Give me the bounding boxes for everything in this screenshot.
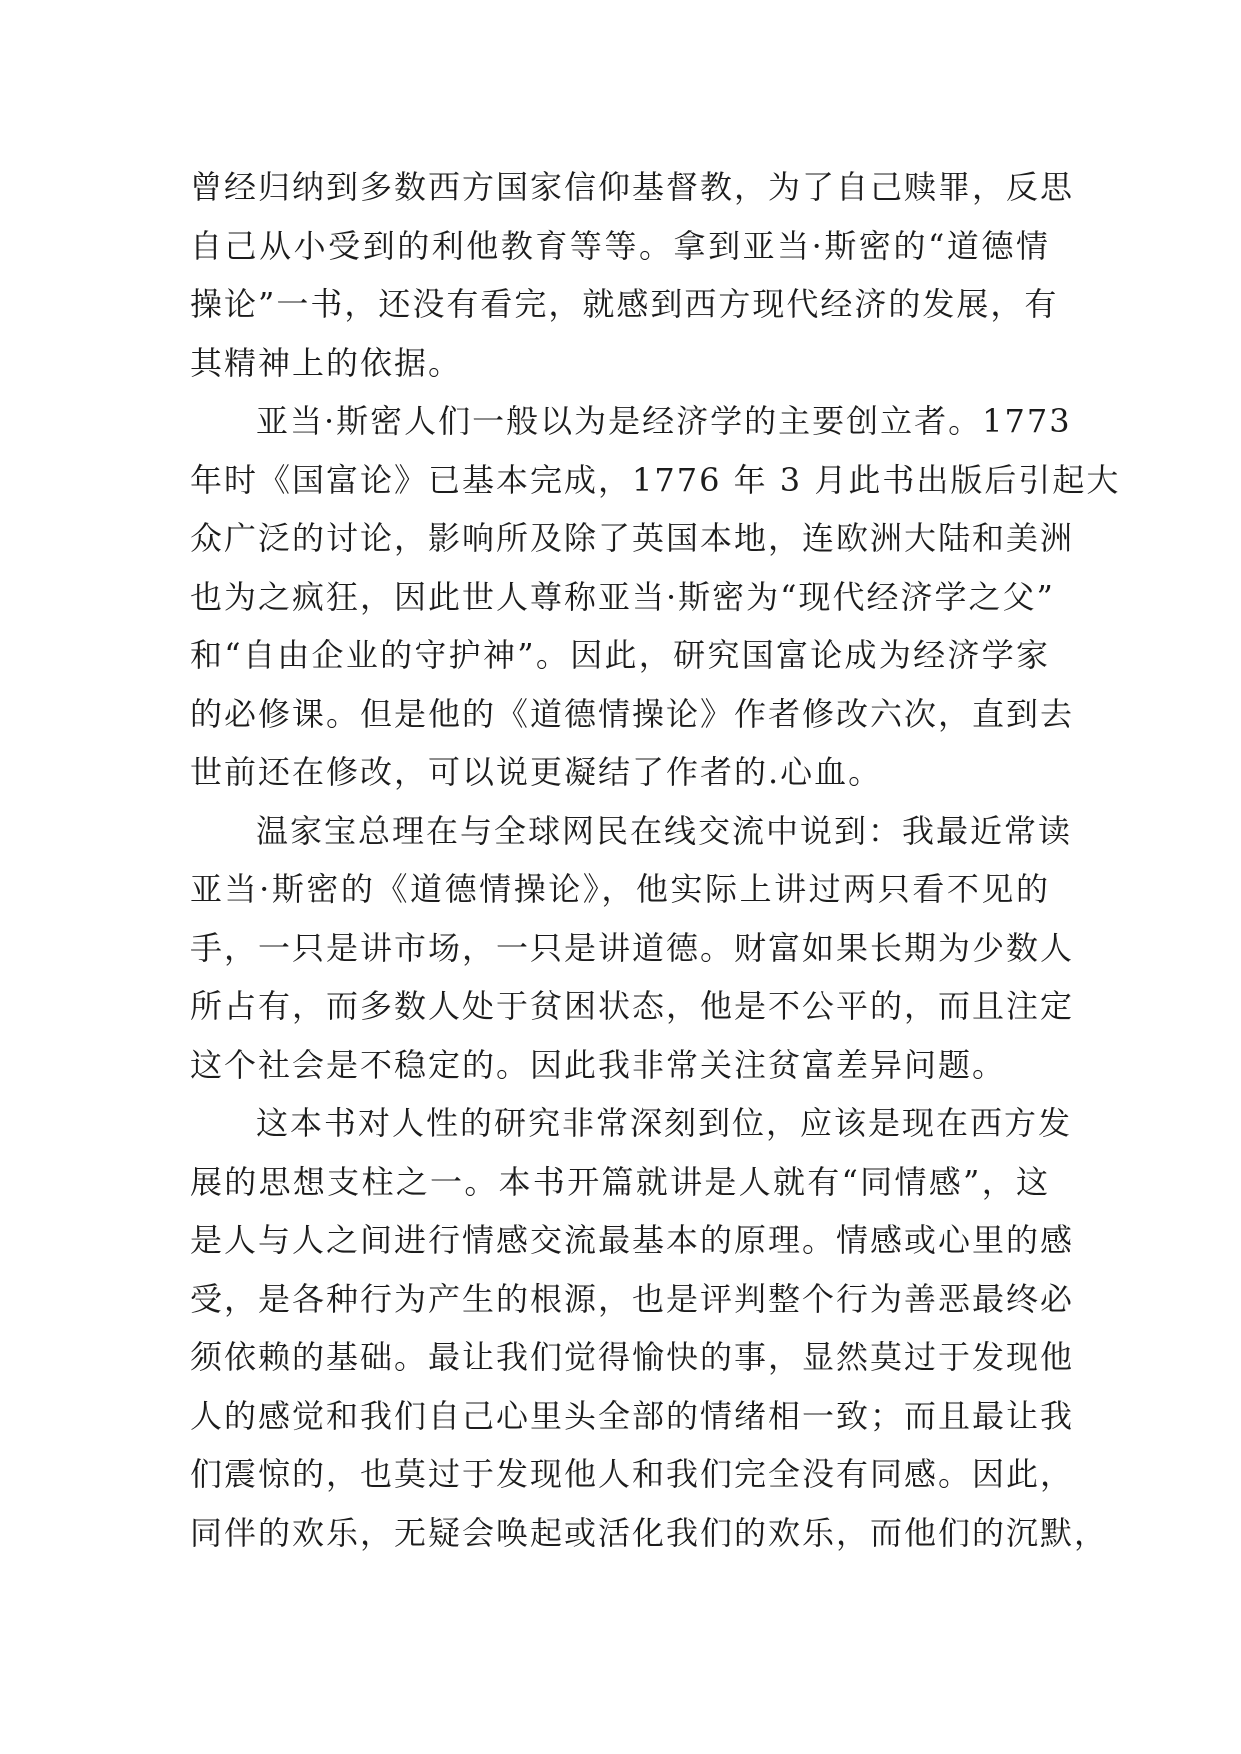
text-line: 同伴的欢乐，无疑会唤起或活化我们的欢乐，而他们的沉默， [190,1513,1109,1552]
text-line: 受，是各种行为产生的根源，也是评判整个行为善恶最终必 [190,1279,1075,1318]
text-line: 手，一只是讲市场，一只是讲道德。财富如果长期为少数人 [190,928,1075,967]
text-line: 人的感觉和我们自己心里头全部的情绪相一致；而且最让我 [190,1396,1075,1435]
text-line: 自己从小受到的利他教育等等。拿到亚当·斯密的“道德情 [190,226,1050,265]
text-line: 和“自由企业的守护神”。因此，研究国富论成为经济学家 [190,636,1050,674]
text-line: 亚当·斯密人们一般以为是经济学的主要创立者。1773 [256,402,1072,440]
text-line: 年时《国富论》已基本完成，1776 年 3 月此书出版后引起大 [190,460,1121,499]
text-line: 的必修课。但是他的《道德情操论》作者修改六次，直到去 [190,694,1075,733]
text-line: 这本书对人性的研究非常深刻到位，应该是现在西方发 [256,1104,1073,1142]
paragraph-2 [190,392,1121,802]
text-line: 们震惊的，也莫过于发现他人和我们完全没有同感。因此， [190,1455,1075,1493]
text-line: 操论”一书，还没有看完，就感到西方现代经济的发展，有 [190,285,1059,323]
text-line: 是人与人之间进行情感交流最基本的原理。情感或心里的感 [190,1221,1075,1259]
text-line: 也为之疯狂，因此世人尊称亚当·斯密为“现代经济学之父” [190,577,1055,616]
text-line: 所占有，而多数人处于贫困状态，他是不公平的，而且注定 [190,987,1075,1025]
text-line: 须依赖的基础。最让我们觉得愉快的事，显然莫过于发现他 [190,1338,1075,1376]
document-page [190,158,1121,1562]
text-line: 亚当·斯密的《道德情操论》，他实际上讲过两只看不见的 [190,870,1050,908]
paragraph-1 [190,158,1075,392]
text-line: 展的思想支柱之一。本书开篇就讲是人就有“同情感”，这 [190,1162,1050,1201]
text-line: 世前还在修改，可以说更凝结了作者的.心血。 [190,753,883,791]
text-line: 其精神上的依据。 [190,343,463,382]
text-line: 温家宝总理在与全球网民在线交流中说到：我最近常读 [256,811,1073,850]
text-line: 这个社会是不稳定的。因此我非常关注贫富差异问题。 [190,1045,1007,1084]
text-line: 曾经归纳到多数西方国家信仰基督教，为了自己赎罪，反思 [190,168,1075,206]
paragraph-3 [190,802,1075,1095]
text-line: 众广泛的讨论，影响所及除了英国本地，连欧洲大陆和美洲 [190,519,1075,557]
paragraph-4 [190,1094,1109,1562]
